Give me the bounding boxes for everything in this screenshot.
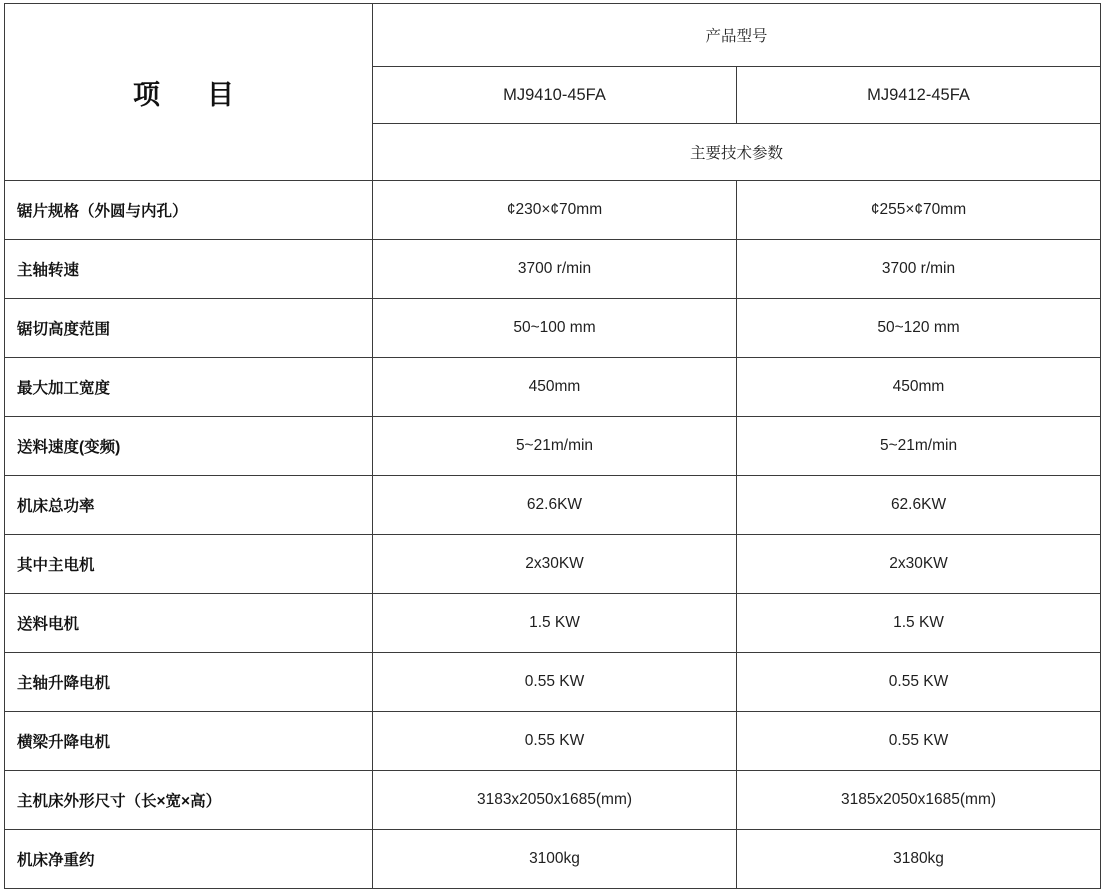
row-value: 3183x2050x1685(mm)	[476, 791, 633, 808]
row-value-cell-2	[737, 476, 1101, 535]
table-row	[5, 830, 1101, 889]
row-value: 2x30KW	[889, 555, 948, 572]
row-label-cell	[5, 771, 373, 830]
row-value-cell-2	[737, 594, 1101, 653]
row-value-cell-1	[373, 535, 737, 594]
row-value: 3100kg	[529, 850, 580, 867]
row-label: 送料电机	[17, 616, 80, 633]
row-value-cell-1	[373, 476, 737, 535]
row-value: 62.6KW	[526, 496, 583, 513]
row-label: 其中主电机	[17, 557, 95, 574]
row-value: 2x30KW	[525, 555, 584, 572]
row-label-cell	[5, 653, 373, 712]
row-label: 主轴转速	[17, 262, 80, 279]
table-row	[5, 653, 1101, 712]
table-row	[5, 535, 1101, 594]
model-label-2: MJ9412-45FA	[867, 85, 970, 104]
product-model-header: 产品型号	[705, 28, 768, 45]
table-row	[5, 181, 1101, 240]
row-value: 3180kg	[893, 850, 944, 867]
model-cell-2	[737, 67, 1101, 124]
row-value-cell-1	[373, 299, 737, 358]
row-value: 0.55 KW	[524, 732, 585, 749]
row-label-cell	[5, 830, 373, 889]
row-label: 锯片规格（外圆与内孔）	[17, 203, 188, 220]
row-label-cell	[5, 240, 373, 299]
table-row	[5, 417, 1101, 476]
row-value-cell-2	[737, 240, 1101, 299]
row-value-cell-2	[737, 358, 1101, 417]
table-row	[5, 712, 1101, 771]
row-value: 0.55 KW	[524, 673, 585, 690]
table-header-row-1	[5, 4, 1101, 67]
row-label: 主机床外形尺寸（长×宽×高）	[17, 793, 222, 810]
row-value-cell-1	[373, 417, 737, 476]
row-value: 450mm	[892, 378, 945, 395]
row-value-cell-2	[737, 299, 1101, 358]
row-value-cell-1	[373, 181, 737, 240]
row-value: 450mm	[528, 378, 581, 395]
row-value: ¢230×¢70mm	[506, 201, 603, 218]
row-value: ¢255×¢70mm	[870, 201, 967, 218]
item-header-cell	[5, 4, 373, 181]
row-value-cell-1	[373, 771, 737, 830]
row-label-cell	[5, 358, 373, 417]
row-value: 3700 r/min	[517, 260, 592, 277]
row-label: 横梁升降电机	[17, 734, 111, 751]
row-value-cell-1	[373, 830, 737, 889]
row-label: 机床净重约	[17, 852, 95, 869]
row-value: 50~100 mm	[513, 319, 596, 336]
page-title: 项 目	[133, 79, 244, 110]
row-label-cell	[5, 417, 373, 476]
row-value-cell-1	[373, 240, 737, 299]
row-value: 1.5 KW	[529, 614, 580, 631]
row-value-cell-2	[737, 181, 1101, 240]
table-row	[5, 299, 1101, 358]
model-label-1: MJ9410-45FA	[503, 85, 606, 104]
row-label: 送料速度(变频)	[17, 439, 121, 456]
row-value: 50~120 mm	[877, 319, 960, 336]
row-label-cell	[5, 712, 373, 771]
table-row	[5, 358, 1101, 417]
row-value: 3185x2050x1685(mm)	[840, 791, 997, 808]
row-value: 62.6KW	[890, 496, 947, 513]
row-label-cell	[5, 476, 373, 535]
row-label-cell	[5, 594, 373, 653]
specifications-table	[4, 3, 1101, 889]
row-label: 锯切高度范围	[17, 321, 111, 338]
row-label-cell	[5, 181, 373, 240]
row-label-cell	[5, 299, 373, 358]
main-params-header-cell	[373, 124, 1101, 181]
row-value-cell-1	[373, 653, 737, 712]
row-value: 5~21m/min	[879, 437, 958, 454]
row-value-cell-1	[373, 358, 737, 417]
row-value-cell-2	[737, 712, 1101, 771]
table-row	[5, 476, 1101, 535]
model-cell-1	[373, 67, 737, 124]
row-value: 1.5 KW	[893, 614, 944, 631]
row-value-cell-1	[373, 712, 737, 771]
table-row	[5, 240, 1101, 299]
row-value: 5~21m/min	[515, 437, 594, 454]
row-label: 主轴升降电机	[17, 675, 111, 692]
table-row	[5, 771, 1101, 830]
row-label: 机床总功率	[17, 498, 95, 515]
row-label-cell	[5, 535, 373, 594]
row-value-cell-2	[737, 535, 1101, 594]
table-row	[5, 594, 1101, 653]
row-label: 最大加工宽度	[17, 380, 111, 397]
row-value: 0.55 KW	[888, 673, 949, 690]
row-value-cell-2	[737, 830, 1101, 889]
product-model-header-cell	[373, 4, 1101, 67]
main-params-header: 主要技术参数	[690, 145, 784, 162]
row-value: 0.55 KW	[888, 732, 949, 749]
row-value-cell-1	[373, 594, 737, 653]
row-value-cell-2	[737, 771, 1101, 830]
row-value: 3700 r/min	[881, 260, 956, 277]
row-value-cell-2	[737, 417, 1101, 476]
row-value-cell-2	[737, 653, 1101, 712]
